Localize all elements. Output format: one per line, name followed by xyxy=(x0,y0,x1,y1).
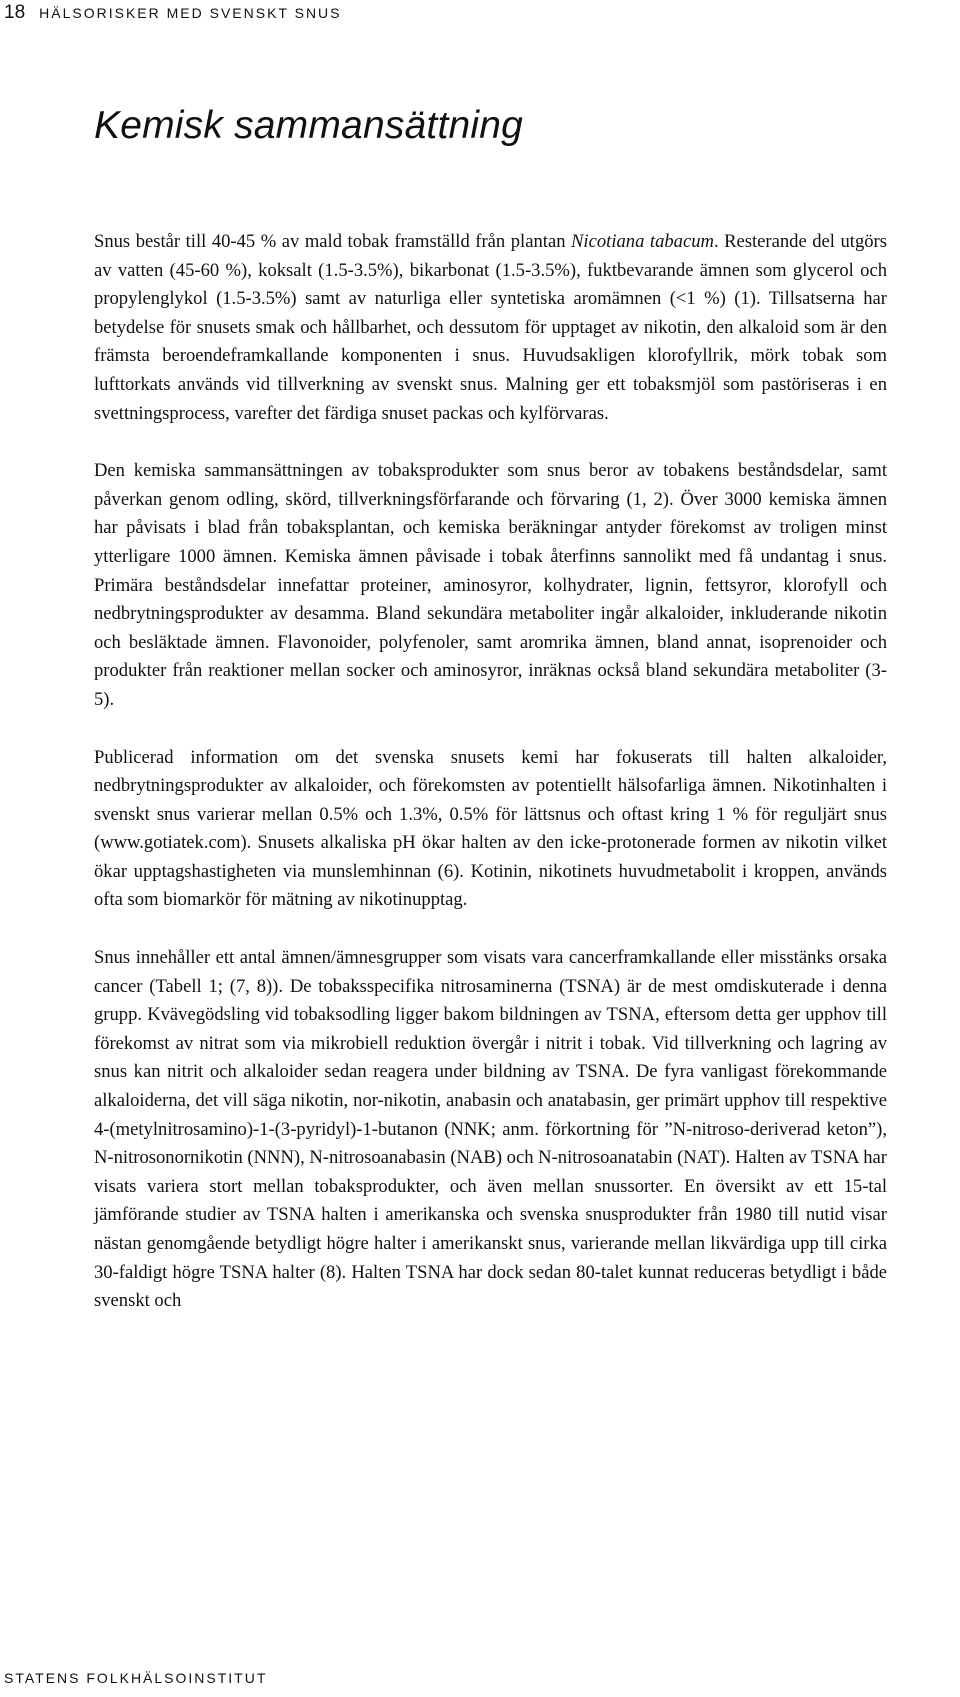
body-text xyxy=(94,228,887,1345)
section-title: Kemisk sammansättning xyxy=(94,104,524,147)
page-footer: STATENS FOLKHÄLSOINSTITUT xyxy=(4,1670,268,1686)
running-title: HÄLSORISKER MED SVENSKT SNUS xyxy=(39,5,342,21)
paragraph-composition: Snus består till 40-45 % av mald tobak framställd från plantan Nicotiana tabacum. Resterande del utgörs av vatten (45-60 %), koksalt (1.5-3.5%), bikarbonat (1.5-3.5%), fuktbevarande ämnen som glycerol och propylenglykol (1.5-3.5%) samt av naturliga eller syntetiska aromämnen (<1 %) (1). Tillsatserna har betydelse för snusets smak och hållbarhet, och dessutom för upptaget av nikotin, den alkaloid som är den främsta beroendeframkallande komponenten i snus. Huvudsakligen klorofyllrik, mörk tobak som lufttorkats används vid tillverkning av svenskt snus. Malning ger ett tobaksmjöl som pastöriseras i en svettningsprocess, varefter det färdiga snuset packas och kylförvaras. xyxy=(94,231,887,424)
page-number: 18 xyxy=(4,2,26,23)
paragraph-alkaloids: Publicerad information om det svenska snusets kemi har fokuserats till halten alkaloider, nedbrytningsprodukter av alkaloider, och förekomsten av potentiellt hälsofarliga ämnen. Nikotinhalten i svenskt snus varierar mellan 0.5% och 1.3%, 0.5% för lättsnus och oftast kring 1 % för reguljärt snus (www.gotiatek.com). Snusets alkaliska pH ökar halten av den icke-protonerade formen av nikotin vilket ökar upptagshastigheten via munslemhinnan (6). Kotinin, nikotinets huvudmetabolit i kroppen, används ofta som biomarkör för mätning av nikotinupptag. xyxy=(94,746,887,911)
paragraph-chemistry: Den kemiska sammansättningen av tobaksprodukter som snus beror av tobakens beståndsdelar, samt påverkan genom odling, skörd, tillverkningsförfarande och förvaring (1, 2). Över 3000 kemiska ämnen har påvisats i blad från tobaksplantan, och kemiska beräkningar antyder förekomst av troligen minst ytterligare 1000 ämnen. Kemiska ämnen påvisade i tobak återfinns sannolikt med få undantag i snus. Primära beståndsdelar innefattar proteiner, aminosyror, kolhydrater, lignin, fettsyror, klorofyll och nedbrytningsprodukter av desamma. Bland sekundära metaboliter ingår alkaloider, inkluderande nikotin och besläktade ämnen. Flavonoider, polyfenoler, samt aromrika ämnen, bland annat, isoprenoider och produkter från reaktioner mellan socker och aminosyror, inräknas också bland sekundära metaboliter (3-5). xyxy=(94,460,887,710)
paragraph-carcinogens: Snus innehåller ett antal ämnen/ämnesgrupper som visats vara cancerframkallande eller misstänks orsaka cancer (Tabell 1; (7, 8)). De tobaksspecifika nitrosaminerna (TSNA) är de mest omdiskuterade i denna grupp. Kvävegödsling vid tobaksodling ligger bakom bildningen av TSNA, eftersom detta ger upphov till förekomst av nitrat som via mikrobiell reduktion övergår i nitrit i tobak. Vid tillverkning och lagring av snus kan nitrit och alkaloider sedan reagera under bildning av TSNA. De fyra vanligast förekommande alkaloiderna, det vill säga nikotin, nor-nikotin, anabasin och anatabasin, ger primärt upphov till respektive 4-(metylnitrosamino)-1-(3-pyridyl)-1-butanon (NNK; anm. förkortning för ”N-nitroso-deriverad keton”), N-nitrosonornikotin (NNN), N-nitrosoanabasin (NAB) och N-nitrosoanatabin (NAT). Halten av TSNA har visats variera stort mellan tobaksprodukter, och även mellan snussorter. En översikt av ett 15-tal jämförande studier av TSNA halten i amerikanska och svenska snusprodukter från 1980 till nutid visar nästan genomgående betydligt högre halter i amerikanskt snus, varierande mellan likvärdiga upp till cirka 30-faldigt högre TSNA halter (8). Halten TSNA har dock sedan 80-talet kunnat reduceras betydligt i både svenskt och xyxy=(94,947,887,1312)
species-name: Nicotiana tabacum xyxy=(571,231,714,252)
page-header xyxy=(0,0,342,28)
